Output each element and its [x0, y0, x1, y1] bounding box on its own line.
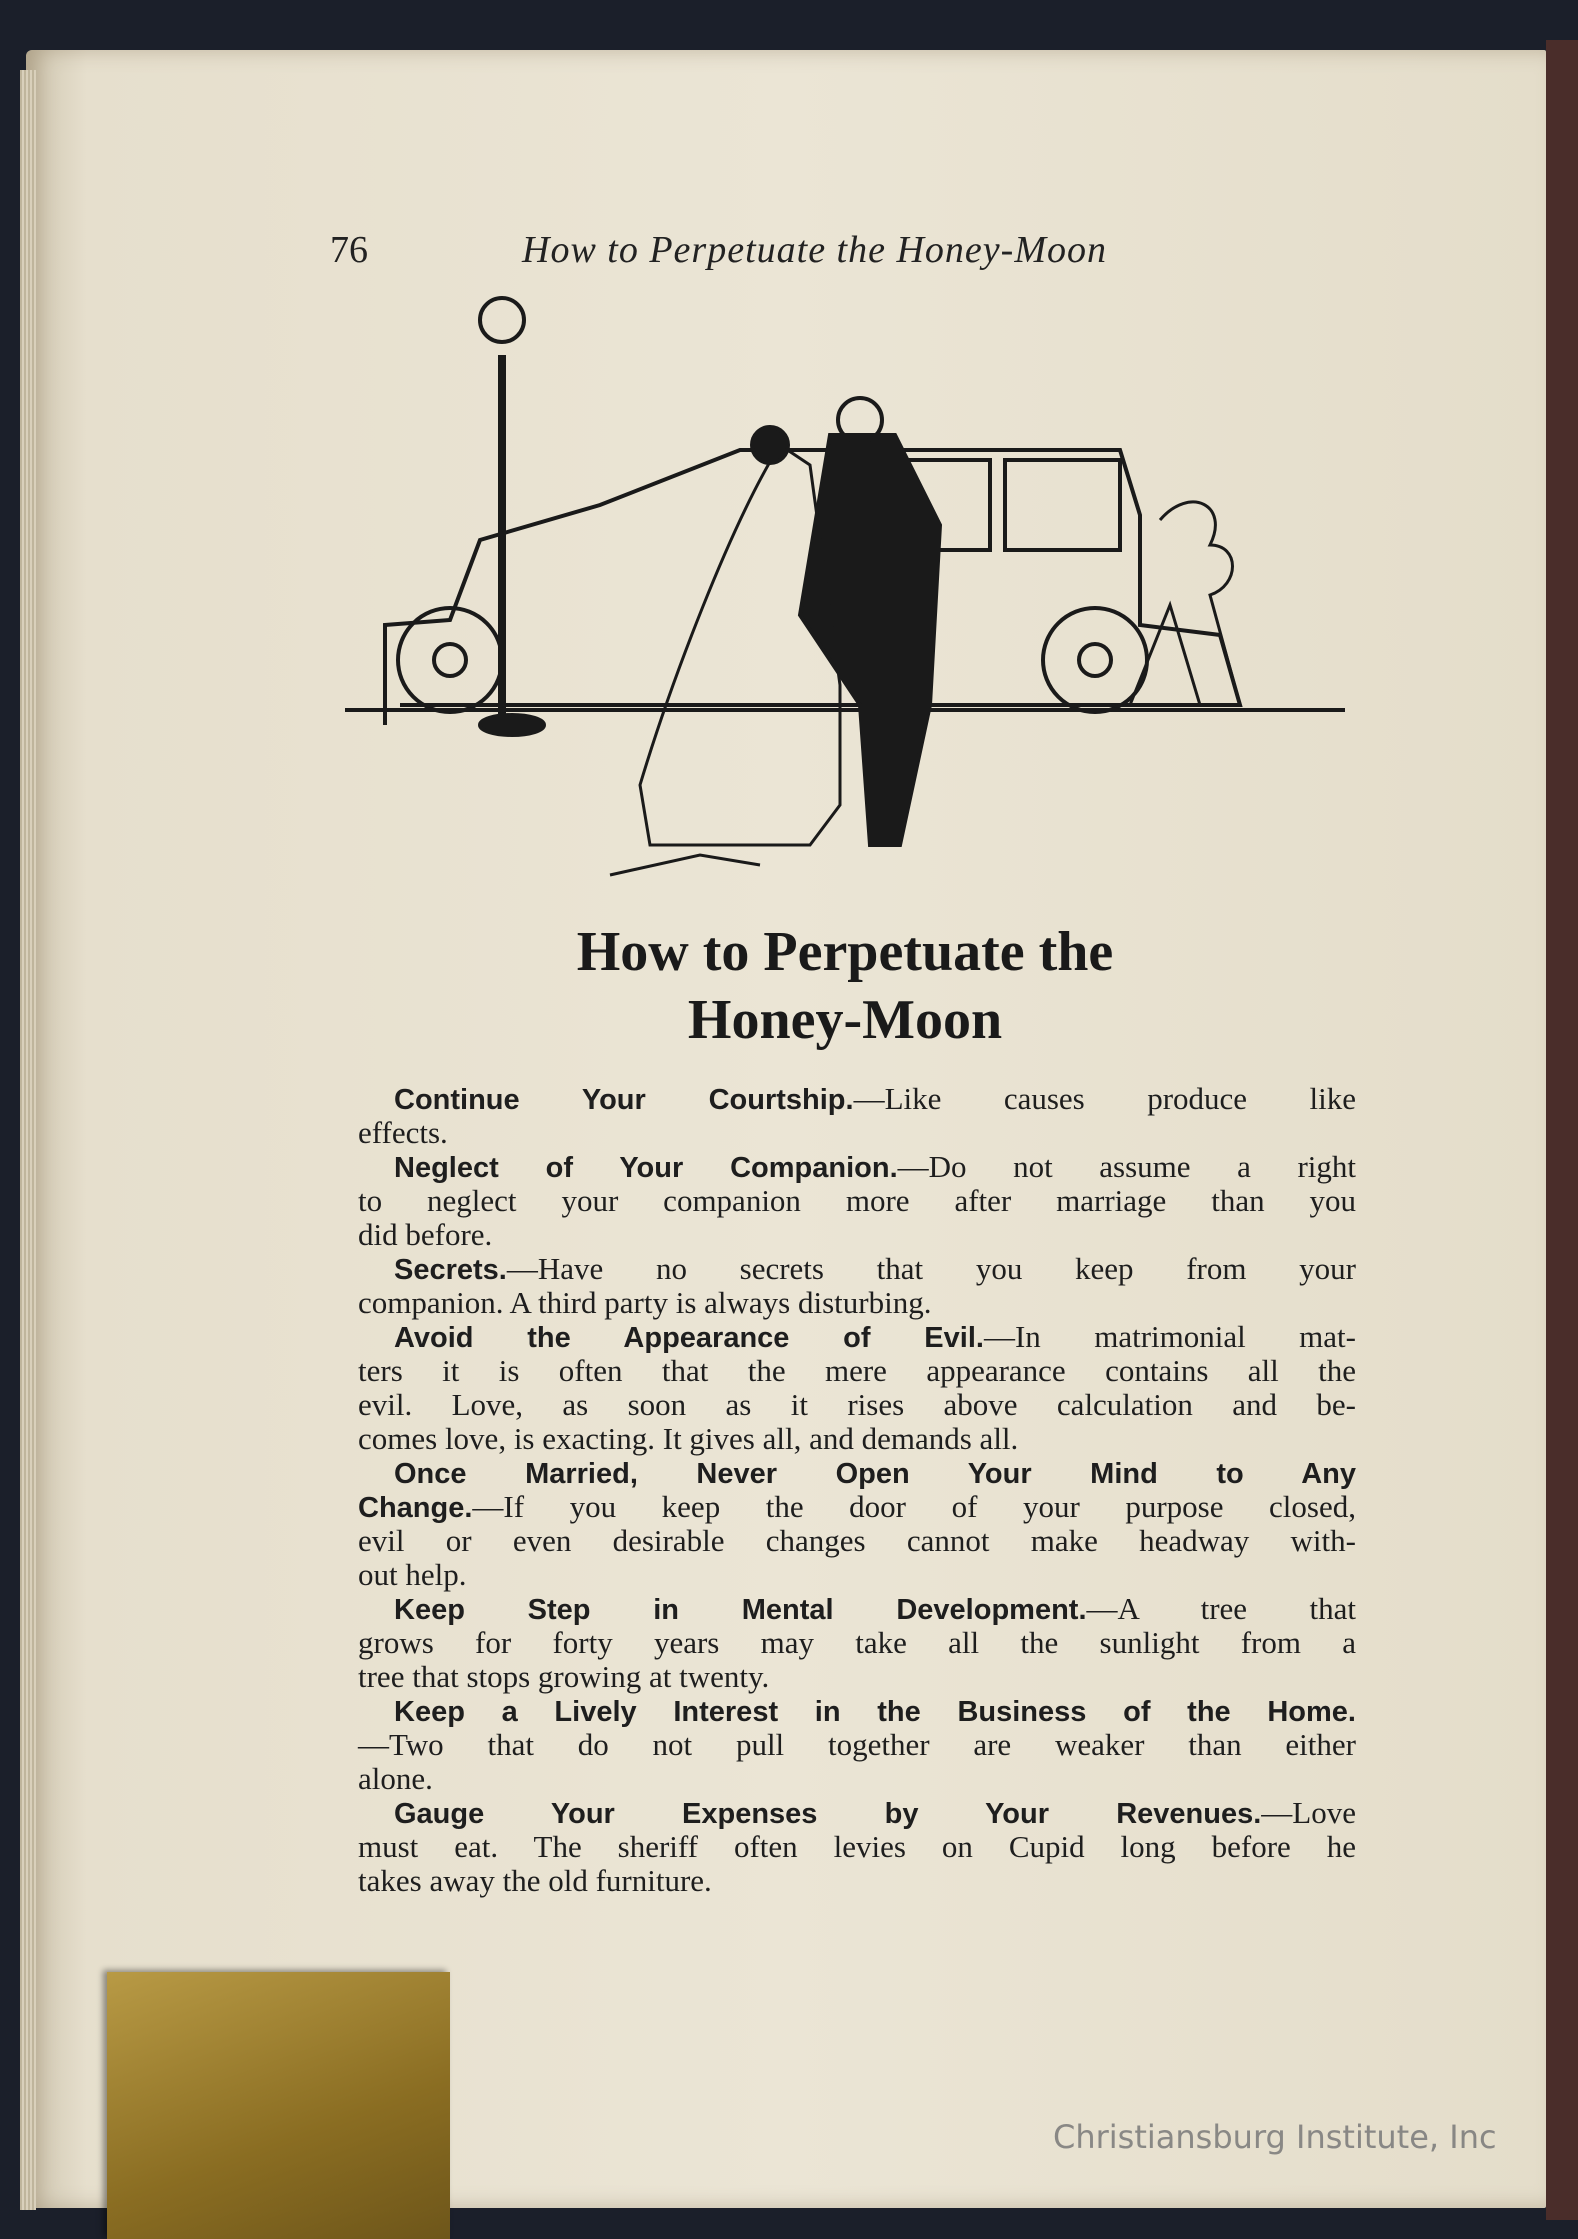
running-title: How to Perpetuate the Honey-Moon	[522, 229, 1107, 271]
book-cover-edge	[1546, 40, 1578, 2220]
run-in-heading: Gauge Your Expenses by Your Revenues.	[394, 1798, 1262, 1830]
lamp-post	[480, 298, 544, 735]
run-in-heading: Neglect of Your Companion.	[394, 1152, 898, 1184]
text-line	[358, 1694, 1356, 1728]
paragraph-text: —Do not assume a right	[897, 1149, 1356, 1184]
run-in-heading: Once Married, Never Open Your Mind to Any	[394, 1458, 1356, 1490]
text-line	[358, 1116, 1356, 1150]
text-line	[358, 1252, 1356, 1286]
text-line	[358, 1660, 1356, 1694]
groom	[800, 398, 940, 845]
text-line	[358, 1422, 1356, 1456]
text-line	[358, 1286, 1356, 1320]
paragraph-text: —Two that do not pull together are weaker than either	[358, 1727, 1356, 1762]
paragraph-text: comes love, is exacting. It gives all, and demands all.	[358, 1421, 1019, 1456]
chapter-title	[340, 918, 1350, 1054]
text-line	[358, 1796, 1356, 1830]
run-in-heading: Keep a Lively Interest in the Business of the Home.	[394, 1696, 1356, 1728]
page-edges	[20, 70, 36, 2210]
text-line	[358, 1218, 1356, 1252]
run-in-heading: Secrets.	[394, 1254, 507, 1286]
text-line	[358, 1728, 1356, 1762]
bride	[610, 427, 840, 875]
paragraph-text: —Have no secrets that you keep from your	[506, 1251, 1356, 1286]
chapter-title-line: Honey-Moon	[687, 989, 1003, 1051]
paragraph-text: did before.	[358, 1217, 493, 1252]
paragraph-text: out help.	[358, 1557, 467, 1592]
body-text	[358, 1082, 1356, 1898]
paragraph-text: —A tree that	[1086, 1591, 1356, 1626]
run-in-heading: Change.	[358, 1492, 473, 1524]
text-line	[358, 1626, 1356, 1660]
page-number: 76	[330, 229, 368, 271]
text-line	[358, 1354, 1356, 1388]
run-in-heading: Avoid the Appearance of Evil.	[394, 1322, 984, 1354]
text-line	[358, 1592, 1356, 1626]
text-line	[358, 1558, 1356, 1592]
paragraph-text: takes away the old furniture.	[358, 1863, 712, 1898]
text-line	[358, 1864, 1356, 1898]
paragraph-text: —Love	[1261, 1795, 1356, 1830]
text-line	[358, 1524, 1356, 1558]
paragraph-text: —Like causes produce like	[853, 1081, 1356, 1116]
paragraph-text: must eat. The sheriff often levies on Cupid long before he	[358, 1829, 1356, 1864]
text-line	[358, 1082, 1356, 1116]
text-line	[358, 1830, 1356, 1864]
run-in-heading: Keep Step in Mental Development.	[394, 1594, 1087, 1626]
paragraph-text: ters it is often that the mere appearance contains all the	[358, 1353, 1356, 1388]
gold-bookmark	[107, 1972, 450, 2239]
paragraph-text: companion. A third party is always disturbing.	[358, 1285, 932, 1320]
text-line	[358, 1184, 1356, 1218]
text-line	[358, 1490, 1356, 1524]
text-line	[358, 1388, 1356, 1422]
text-line	[358, 1762, 1356, 1796]
chapter-title-line: How to Perpetuate the	[576, 921, 1114, 983]
paragraph-text: tree that stops growing at twenty.	[358, 1659, 770, 1694]
paragraph-text: evil or even desirable changes cannot make headway with-	[358, 1523, 1356, 1558]
text-line	[358, 1320, 1356, 1354]
paragraph-text: alone.	[358, 1761, 433, 1796]
run-in-heading: Continue Your Courtship.	[394, 1084, 854, 1116]
wedding-car-illustration	[340, 285, 1350, 895]
paragraph-text: grows for forty years may take all the sunlight from a	[358, 1625, 1356, 1660]
text-line	[358, 1150, 1356, 1184]
paragraph-text: —In matrimonial mat-	[983, 1319, 1356, 1354]
paragraph-text: evil. Love, as soon as it rises above calculation and be-	[358, 1387, 1356, 1422]
watermark: Christiansburg Institute, Inc	[1053, 2118, 1497, 2156]
paragraph-text: to neglect your companion more after marriage than you	[358, 1183, 1356, 1218]
text-line	[358, 1456, 1356, 1490]
paragraph-text: —If you keep the door of your purpose closed,	[472, 1489, 1356, 1524]
paragraph-text: effects.	[358, 1115, 448, 1150]
